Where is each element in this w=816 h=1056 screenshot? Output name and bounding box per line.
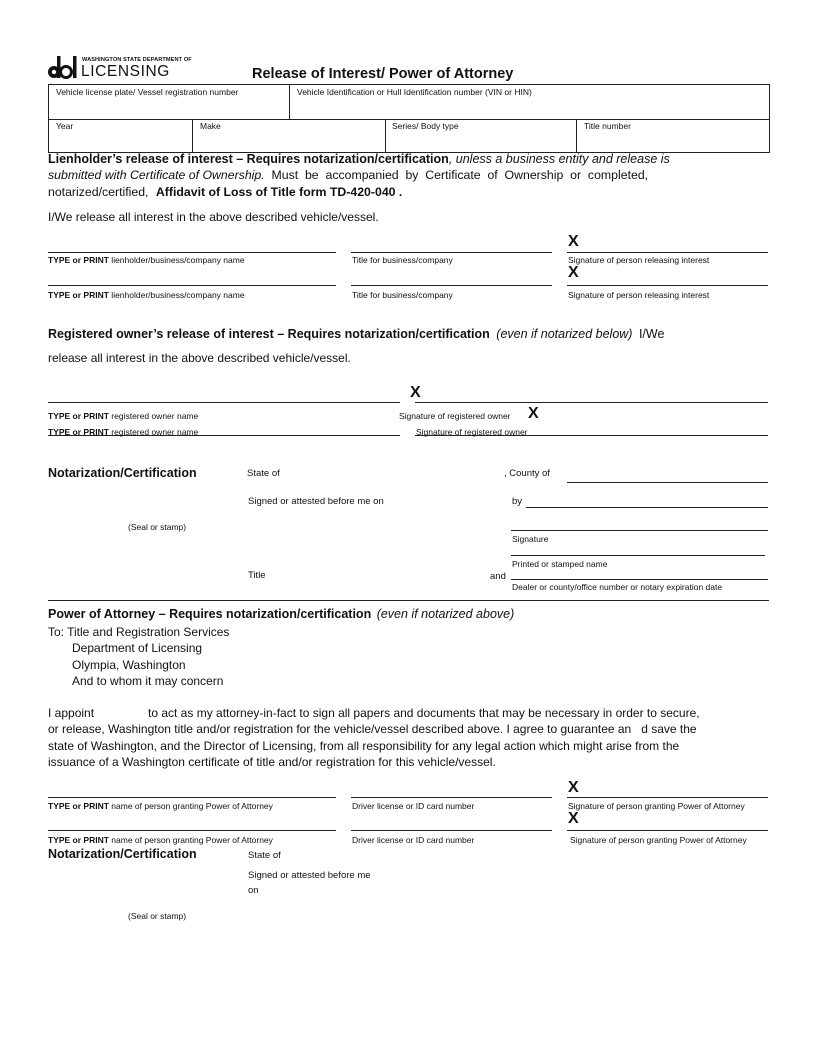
table-column-divider xyxy=(576,119,577,152)
signature-x-mark: X xyxy=(568,779,579,796)
lienholder-title-line[interactable] xyxy=(351,285,552,286)
signed-attested-label: Signed or attested before me on xyxy=(248,496,384,507)
lienholder-title-line[interactable] xyxy=(351,252,552,253)
poa-paragraph-line: or release, Washington title and/or registration for the vehicle/vessel described above. I agree to guarantee an d save the xyxy=(48,722,697,736)
lienholder-heading-italic: , unless a business entity and release is xyxy=(448,152,670,166)
lienholder-signature-label: Signature of person releasing interest xyxy=(568,290,710,300)
type-or-print-label: TYPE or PRINT xyxy=(48,411,109,421)
seal-or-stamp-label: (Seal or stamp) xyxy=(128,522,187,532)
vin-field[interactable] xyxy=(292,98,766,117)
table-row-divider xyxy=(48,119,769,120)
owner-name-line[interactable] xyxy=(48,435,400,436)
type-or-print-label: TYPE or PRINT xyxy=(48,801,109,811)
lienholder-name-line[interactable] xyxy=(48,285,336,286)
dealer-number-line[interactable] xyxy=(511,579,768,580)
by-line[interactable] xyxy=(526,507,768,508)
affidavit-form-reference: Affidavit of Loss of Title form TD-420-040 . xyxy=(155,185,403,199)
owner-heading-bold: Registered owner’s release of interest – Requires notarization/certification xyxy=(48,327,490,341)
series-body-label: Series/ Body type xyxy=(392,121,459,131)
driver-license-line[interactable] xyxy=(351,830,552,831)
year-field[interactable] xyxy=(50,132,190,150)
notary-signature-line[interactable] xyxy=(511,530,768,531)
grantor-signature-line[interactable] xyxy=(567,797,768,798)
notary-title-label: Title xyxy=(248,570,266,581)
agency-name-small: WASHINGTON STATE DEPARTMENT OF xyxy=(82,57,192,63)
grantor-signature-line[interactable] xyxy=(567,830,768,831)
notarization-heading: Notarization/Certification xyxy=(48,847,197,861)
lienholder-name-label xyxy=(48,290,245,300)
owner-heading-end: I/We xyxy=(638,327,665,341)
agency-name-large: LICENSING xyxy=(81,63,170,80)
lienholder-name-label xyxy=(48,255,245,265)
grantor-signature-label: Signature of person granting Power of Attorney xyxy=(568,801,745,811)
owner-name-caption: registered owner name xyxy=(108,427,199,437)
owner-signature-label: Signature of registered owner xyxy=(399,411,511,421)
section-divider xyxy=(48,600,769,601)
state-of-label: State of xyxy=(247,468,280,479)
notary-signature-label: Signature xyxy=(512,534,549,544)
dol-logo-icon xyxy=(47,53,81,81)
signature-x-mark: X xyxy=(528,405,539,422)
signed-attested-label: Signed or attested before me xyxy=(248,870,371,881)
poa-paragraph-line xyxy=(48,706,94,720)
printed-name-line[interactable] xyxy=(511,555,765,556)
owner-release-text: release all interest in the above described vehicle/vessel. xyxy=(48,351,351,365)
grantor-name-caption: name of person granting Power of Attorney xyxy=(108,801,273,811)
driver-license-label: Driver license or ID card number xyxy=(352,801,475,811)
lienholder-line2-italic: submitted with Certificate of Ownership. xyxy=(48,168,265,182)
type-or-print-label: TYPE or PRINT xyxy=(48,255,109,265)
series-body-field[interactable] xyxy=(388,132,574,150)
lienholder-line3-start: notarized/certified, xyxy=(48,185,149,199)
lienholder-heading xyxy=(48,151,745,168)
county-of-label: , County of xyxy=(504,468,550,479)
lienholder-name-caption: lienholder/business/company name xyxy=(108,290,245,300)
driver-license-line[interactable] xyxy=(351,797,552,798)
type-or-print-label: TYPE or PRINT xyxy=(48,427,109,437)
agency-logo xyxy=(47,53,81,81)
and-label: and xyxy=(490,571,506,582)
signed-attested-label-continued: on xyxy=(248,885,259,896)
grantor-name-label xyxy=(48,801,273,811)
signature-x-mark: X xyxy=(568,233,579,250)
lienholder-title-label: Title for business/company xyxy=(352,290,453,300)
make-label: Make xyxy=(200,121,221,131)
poa-address-line: And to whom it may concern xyxy=(72,674,224,688)
owner-signature-label: Signature of registered owner xyxy=(416,427,528,437)
grantor-name-caption: name of person granting Power of Attorney xyxy=(108,835,273,845)
driver-license-label: Driver license or ID card number xyxy=(352,835,475,845)
printed-name-label: Printed or stamped name xyxy=(512,559,608,569)
lienholder-name-line[interactable] xyxy=(48,252,336,253)
poa-paragraph-line: to act as my attorney-in-fact to sign all papers and documents that may be necessary in order to secure, xyxy=(148,706,700,720)
grantor-name-line[interactable] xyxy=(48,830,336,831)
county-line[interactable] xyxy=(567,482,768,483)
lienholder-signature-label: Signature of person releasing interest xyxy=(568,255,710,265)
table-column-divider xyxy=(192,119,193,152)
signature-x-mark: X xyxy=(568,810,579,827)
year-label: Year xyxy=(56,121,74,131)
plate-number-field[interactable] xyxy=(50,98,286,117)
poa-address-line: Department of Licensing xyxy=(72,641,203,655)
make-field[interactable] xyxy=(195,132,383,150)
owner-name-label xyxy=(48,411,198,421)
title-number-field[interactable] xyxy=(579,132,766,150)
owner-name-line[interactable] xyxy=(48,402,400,403)
poa-paragraph-line: state of Washington, and the Director of Licensing, from all responsibility for any legal action which might arise from the xyxy=(48,739,680,753)
poa-heading-italic: (even if notarized above) xyxy=(376,607,515,621)
lienholder-signature-line[interactable] xyxy=(567,252,768,253)
poa-address-line: Olympia, Washington xyxy=(72,658,186,672)
dealer-number-label: Dealer or county/office number or notary expiration date xyxy=(512,582,723,592)
page-title: Release of Interest/ Power of Attorney xyxy=(252,66,514,82)
lienholder-line2 xyxy=(48,168,648,182)
appoint-label: I appoint xyxy=(48,706,95,720)
type-or-print-label: TYPE or PRINT xyxy=(48,290,109,300)
signature-x-mark: X xyxy=(568,264,579,281)
lienholder-line3 xyxy=(48,185,402,199)
grantor-name-label xyxy=(48,835,273,845)
poa-heading-bold: Power of Attorney – Requires notarization/certification xyxy=(48,607,372,621)
owner-name-caption: registered owner name xyxy=(108,411,199,421)
lienholder-signature-line[interactable] xyxy=(567,285,768,286)
plate-number-label: Vehicle license plate/ Vessel registration number xyxy=(56,87,239,97)
signature-x-mark: X xyxy=(410,384,421,401)
seal-or-stamp-label: (Seal or stamp) xyxy=(128,911,187,921)
poa-to-line: To: Title and Registration Services xyxy=(48,625,230,639)
lienholder-name-caption: lienholder/business/company name xyxy=(108,255,245,265)
table-column-divider xyxy=(385,119,386,152)
grantor-name-line[interactable] xyxy=(48,797,336,798)
attorney-in-fact-field[interactable] xyxy=(98,704,144,720)
by-label: by xyxy=(512,496,523,507)
owner-heading xyxy=(48,327,664,341)
poa-heading xyxy=(48,607,514,621)
owner-signature-line[interactable] xyxy=(415,435,768,436)
lienholder-line2-rest: Must be accompanied by Certificate of Ownership or completed, xyxy=(264,168,649,182)
notarization-heading: Notarization/Certification xyxy=(48,466,197,480)
owner-heading-italic: (even if notarized below) xyxy=(496,327,633,341)
table-column-divider xyxy=(289,84,290,119)
lienholder-release-text: I/We release all interest in the above described vehicle/vessel. xyxy=(48,210,379,224)
lienholder-heading-bold: Lienholder’s release of interest – Requires notarization/certification xyxy=(48,152,449,166)
type-or-print-label: TYPE or PRINT xyxy=(48,835,109,845)
vin-label: Vehicle Identification or Hull Identification number (VIN or HIN) xyxy=(297,87,532,97)
owner-signature-line[interactable] xyxy=(415,402,768,403)
poa-paragraph-line: issuance of a Washington certificate of title and/or registration for this vehicle/vessel. xyxy=(48,755,496,769)
title-number-label: Title number xyxy=(584,121,631,131)
grantor-signature-label: Signature of person granting Power of Attorney xyxy=(570,835,747,845)
state-of-label: State of xyxy=(248,850,281,861)
lienholder-title-label: Title for business/company xyxy=(352,255,453,265)
